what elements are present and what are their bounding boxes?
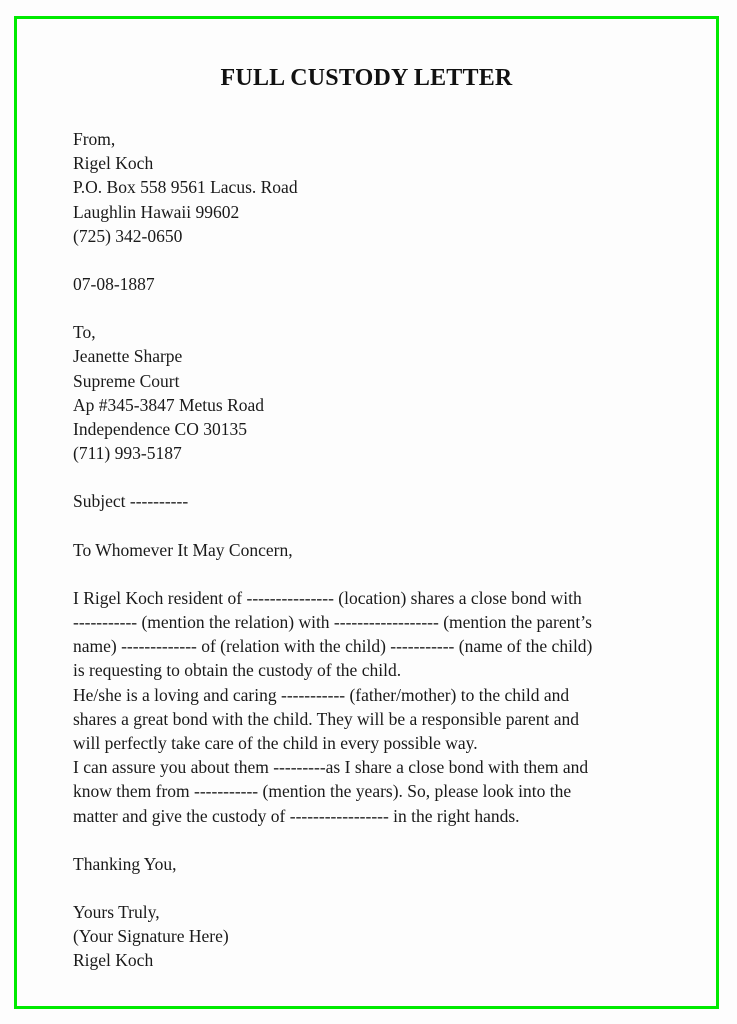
salutation: To Whomever It May Concern, xyxy=(73,539,293,560)
thanks-block xyxy=(73,852,690,876)
body-p1-line-4: is requesting to obtain the custody of the child. xyxy=(73,660,402,681)
recipient-name: Jeanette Sharpe xyxy=(73,346,183,367)
page-title-container xyxy=(73,63,690,93)
body-p2-line-3: will perfectly take care of the child in every possible way. xyxy=(73,733,478,754)
sender-address-block xyxy=(73,127,690,248)
salutation-block xyxy=(73,538,690,562)
body-p1-line-2: ----------- (mention the relation) with ------------------ (mention the parent’s xyxy=(73,612,592,633)
sender-street: P.O. Box 558 9561 Lacus. Road xyxy=(73,177,298,198)
body-p2-line-2: shares a great bond with the child. They will be a responsible parent and xyxy=(73,708,580,729)
body-paragraph-3 xyxy=(73,755,690,828)
spacer-after-subject xyxy=(73,514,690,538)
spacer-after-body xyxy=(73,828,690,852)
recipient-city-state-zip: Independence CO 30135 xyxy=(73,419,247,440)
spacer-after-sender xyxy=(73,248,690,272)
recipient-street: Ap #345-3847 Metus Road xyxy=(73,394,265,415)
spacer-after-thanks xyxy=(73,876,690,900)
page-title: FULL CUSTODY LETTER xyxy=(220,65,513,91)
sender-phone: (725) 342-0650 xyxy=(73,225,183,246)
body-p1-line-1: I Rigel Koch resident of --------------- (location) shares a close bond with xyxy=(73,587,582,608)
signature-placeholder: (Your Signature Here) xyxy=(73,926,229,947)
signature-block xyxy=(73,900,690,973)
spacer-after-date xyxy=(73,296,690,320)
subject-line: Subject ---------- xyxy=(73,491,189,512)
body-p1-line-3: name) ------------- of (relation with the child) ----------- (name of the child) xyxy=(73,636,593,657)
thanks-text: Thanking You, xyxy=(73,853,177,874)
spacer-after-salutation xyxy=(73,562,690,586)
letter-border-frame xyxy=(14,16,719,1009)
recipient-organization: Supreme Court xyxy=(73,370,180,391)
recipient-phone: (711) 993-5187 xyxy=(73,443,182,464)
body-paragraph-1 xyxy=(73,586,690,683)
letter-date: 07-08-1887 xyxy=(73,274,155,295)
letter-date-block xyxy=(73,272,690,296)
signer-name: Rigel Koch xyxy=(73,950,154,971)
body-p3-line-3: matter and give the custody of ----------------- in the right hands. xyxy=(73,805,520,826)
body-paragraph-2 xyxy=(73,683,690,756)
sender-label: From, xyxy=(73,129,116,149)
subject-line-block xyxy=(73,489,690,513)
letter-content xyxy=(73,63,690,996)
sender-name: Rigel Koch xyxy=(73,153,154,174)
body-p3-line-2: know them from ----------- (mention the years). So, please look into the xyxy=(73,781,572,802)
body-p2-line-1: He/she is a loving and caring ----------- (father/mother) to the child and xyxy=(73,684,570,705)
spacer-after-recipient xyxy=(73,465,690,489)
body-p3-line-1: I can assure you about them ---------as I share a close bond with them and xyxy=(73,757,589,778)
sender-city-state-zip: Laughlin Hawaii 99602 xyxy=(73,201,240,222)
recipient-address-block xyxy=(73,320,690,465)
valediction: Yours Truly, xyxy=(73,902,160,923)
recipient-label: To, xyxy=(73,322,96,343)
